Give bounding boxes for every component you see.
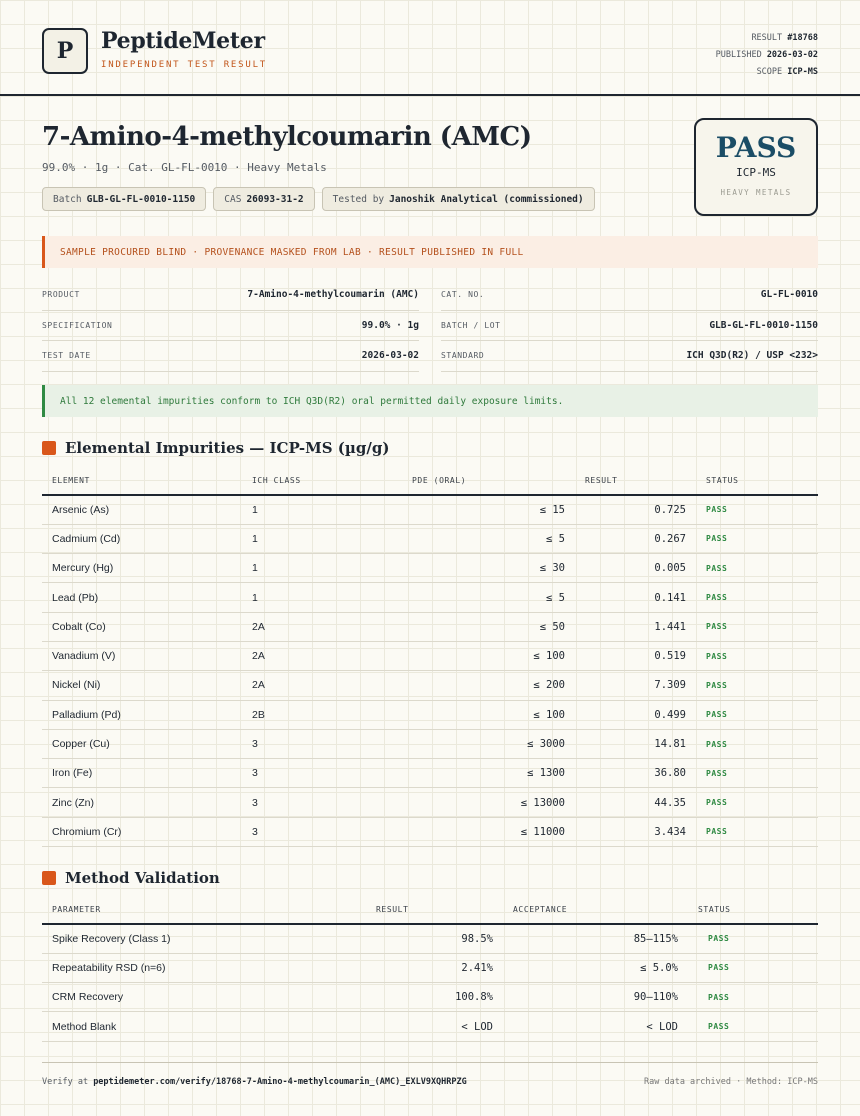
- pde-cell: ≤ 200: [402, 671, 575, 700]
- ich-class-cell: 1: [242, 554, 402, 583]
- table-row: [42, 495, 818, 524]
- result-cell: 7.309: [575, 671, 696, 700]
- table-row: [42, 700, 818, 729]
- column-header: STATUS: [688, 896, 818, 924]
- table-row: [42, 788, 818, 817]
- column-header: RESULT: [575, 467, 696, 495]
- element-cell: Cobalt (Co): [42, 612, 242, 641]
- pass-stamp: [694, 118, 818, 216]
- verify-text: Verify at peptidemeter.com/verify/18768-7-Amino-4-methylcoumarin_(AMC)_EXLV9XQHRPZG: [42, 1077, 467, 1087]
- ich-class-cell: 1: [242, 524, 402, 553]
- impurities-heading: [42, 439, 389, 457]
- info-value: GLB-GL-FL-0010-1150: [709, 319, 818, 331]
- ich-class-cell: 2B: [242, 700, 402, 729]
- status-cell: PASS: [696, 612, 818, 641]
- result-cell: 0.141: [575, 583, 696, 612]
- info-grid: [42, 280, 818, 372]
- info-label: CAT. NO.: [441, 290, 485, 300]
- column-header: RESULT: [366, 896, 503, 924]
- element-cell: Vanadium (V): [42, 641, 242, 670]
- table-row: [42, 524, 818, 553]
- status-cell: PASS: [696, 495, 818, 524]
- info-value: GL-FL-0010: [760, 289, 818, 301]
- table-row: [42, 924, 818, 953]
- report-header: [0, 0, 860, 96]
- table-row: [42, 641, 818, 670]
- product-subtitle: 99.0% · 1g · Cat. GL-FL-0010 · Heavy Metals: [42, 161, 327, 174]
- element-cell: Copper (Cu): [42, 729, 242, 758]
- published-date: PUBLISHED 2026-03-02: [715, 50, 818, 60]
- section-marker-icon: [42, 441, 56, 455]
- brand-name: PeptideMeter: [101, 28, 265, 54]
- element-cell: Arsenic (As): [42, 495, 242, 524]
- table-row: [42, 554, 818, 583]
- info-row: [42, 341, 818, 372]
- ich-class-cell: 3: [242, 817, 402, 846]
- ich-class-cell: 3: [242, 759, 402, 788]
- product-title: 7-Amino-4-methylcoumarin (AMC): [42, 122, 532, 152]
- status-cell: PASS: [696, 700, 818, 729]
- pde-cell: ≤ 100: [402, 700, 575, 729]
- status-cell: PASS: [688, 983, 818, 1012]
- result-id: RESULT #18768: [751, 33, 818, 43]
- result-cell: 0.005: [575, 554, 696, 583]
- result-cell: 1.441: [575, 612, 696, 641]
- footer-divider: [42, 1062, 818, 1063]
- info-row: [42, 280, 818, 311]
- validation-table: [42, 896, 818, 1042]
- acceptance-cell: < LOD: [503, 1012, 688, 1041]
- status-cell: PASS: [696, 788, 818, 817]
- ich-class-cell: 2A: [242, 641, 402, 670]
- validation-heading: [42, 869, 220, 887]
- info-label: SPECIFICATION: [42, 320, 113, 330]
- batch-chip: Batch GLB-GL-FL-0010-1150: [42, 187, 206, 211]
- result-cell: 100.8%: [366, 983, 503, 1012]
- column-header: STATUS: [696, 467, 818, 495]
- info-label: PRODUCT: [42, 290, 80, 300]
- report-meta: [716, 30, 818, 81]
- result-cell: < LOD: [366, 1012, 503, 1041]
- status-cell: PASS: [696, 554, 818, 583]
- column-header: ACCEPTANCE: [503, 896, 688, 924]
- pde-cell: ≤ 11000: [402, 817, 575, 846]
- element-cell: Palladium (Pd): [42, 700, 242, 729]
- acceptance-cell: ≤ 5.0%: [503, 953, 688, 982]
- element-cell: Iron (Fe): [42, 759, 242, 788]
- section-title: Method Validation: [65, 869, 220, 887]
- table-row: [42, 817, 818, 846]
- status-cell: PASS: [696, 671, 818, 700]
- table-row: [42, 759, 818, 788]
- ich-class-cell: 1: [242, 495, 402, 524]
- pde-cell: ≤ 5: [402, 524, 575, 553]
- acceptance-cell: 90–110%: [503, 983, 688, 1012]
- ich-class-cell: 2A: [242, 612, 402, 641]
- cas-chip: CAS 26093-31-2: [213, 187, 314, 211]
- table-row: [42, 729, 818, 758]
- section-marker-icon: [42, 871, 56, 885]
- info-value: 7-Amino-4-methylcoumarin (AMC): [247, 289, 419, 301]
- column-header: PDE (ORAL): [402, 467, 575, 495]
- status-cell: PASS: [696, 817, 818, 846]
- info-label: BATCH / LOT: [441, 320, 501, 330]
- status-cell: PASS: [688, 924, 818, 953]
- info-value: ICH Q3D(R2) / USP <232>: [686, 350, 818, 362]
- ich-class-cell: 2A: [242, 671, 402, 700]
- stamp-category: HEAVY METALS: [720, 188, 792, 197]
- result-cell: 0.519: [575, 641, 696, 670]
- pde-cell: ≤ 15: [402, 495, 575, 524]
- procurement-banner: SAMPLE PROCURED BLIND · PROVENANCE MASKED FROM LAB · RESULT PUBLISHED IN FULL: [42, 236, 818, 268]
- status-cell: PASS: [688, 1012, 818, 1041]
- info-value: 2026-03-02: [361, 350, 419, 362]
- pde-cell: ≤ 13000: [402, 788, 575, 817]
- result-cell: 3.434: [575, 817, 696, 846]
- info-label: TEST DATE: [42, 351, 91, 361]
- table-row: [42, 583, 818, 612]
- scope: SCOPE ICP-MS: [756, 67, 818, 77]
- pde-cell: ≤ 30: [402, 554, 575, 583]
- column-header: ICH CLASS: [242, 467, 402, 495]
- element-cell: Lead (Pb): [42, 583, 242, 612]
- element-cell: Zinc (Zn): [42, 788, 242, 817]
- column-header: PARAMETER: [42, 896, 366, 924]
- pde-cell: ≤ 3000: [402, 729, 575, 758]
- table-row: [42, 671, 818, 700]
- status-cell: PASS: [696, 641, 818, 670]
- element-cell: Cadmium (Cd): [42, 524, 242, 553]
- element-cell: Nickel (Ni): [42, 671, 242, 700]
- parameter-cell: Spike Recovery (Class 1): [42, 924, 366, 953]
- stamp-verdict: PASS: [715, 131, 797, 164]
- pde-cell: ≤ 1300: [402, 759, 575, 788]
- brand-subtitle: INDEPENDENT TEST RESULT: [101, 60, 268, 70]
- status-cell: PASS: [696, 524, 818, 553]
- ich-class-cell: 3: [242, 729, 402, 758]
- product-chips: [42, 187, 595, 211]
- result-cell: 14.81: [575, 729, 696, 758]
- acceptance-cell: 85–115%: [503, 924, 688, 953]
- verify-link[interactable]: peptidemeter.com/verify/18768-7-Amino-4-methylcoumarin_(AMC)_EXLV9XQHRPZG: [93, 1077, 467, 1087]
- parameter-cell: Method Blank: [42, 1012, 366, 1041]
- status-cell: PASS: [688, 953, 818, 982]
- table-row: [42, 983, 818, 1012]
- info-label: STANDARD: [441, 351, 485, 361]
- impurities-table: [42, 467, 818, 847]
- info-row: [42, 311, 818, 342]
- parameter-cell: CRM Recovery: [42, 983, 366, 1012]
- pde-cell: ≤ 50: [402, 612, 575, 641]
- result-cell: 0.267: [575, 524, 696, 553]
- status-cell: PASS: [696, 759, 818, 788]
- result-cell: 36.80: [575, 759, 696, 788]
- table-row: [42, 1012, 818, 1041]
- info-value: 99.0% · 1g: [361, 319, 419, 331]
- ich-class-cell: 1: [242, 583, 402, 612]
- column-header: ELEMENT: [42, 467, 242, 495]
- element-cell: Chromium (Cr): [42, 817, 242, 846]
- conformance-banner: All 12 elemental impurities conform to ICH Q3D(R2) oral permitted daily exposure limits.: [42, 385, 818, 417]
- status-cell: PASS: [696, 729, 818, 758]
- stamp-method: ICP-MS: [736, 166, 776, 179]
- element-cell: Mercury (Hg): [42, 554, 242, 583]
- pde-cell: ≤ 100: [402, 641, 575, 670]
- parameter-cell: Repeatability RSD (n=6): [42, 953, 366, 982]
- table-row: [42, 953, 818, 982]
- result-cell: 0.725: [575, 495, 696, 524]
- result-cell: 2.41%: [366, 953, 503, 982]
- logo-icon: P: [42, 28, 88, 74]
- footer-note: Raw data archived · Method: ICP-MS: [644, 1077, 818, 1087]
- ich-class-cell: 3: [242, 788, 402, 817]
- result-cell: 0.499: [575, 700, 696, 729]
- result-cell: 44.35: [575, 788, 696, 817]
- section-title: Elemental Impurities — ICP-MS (µg/g): [65, 439, 390, 457]
- tested-by-chip: Tested by Janoshik Analytical (commissioned): [322, 187, 595, 211]
- pde-cell: ≤ 5: [402, 583, 575, 612]
- table-row: [42, 612, 818, 641]
- result-cell: 98.5%: [366, 924, 503, 953]
- status-cell: PASS: [696, 583, 818, 612]
